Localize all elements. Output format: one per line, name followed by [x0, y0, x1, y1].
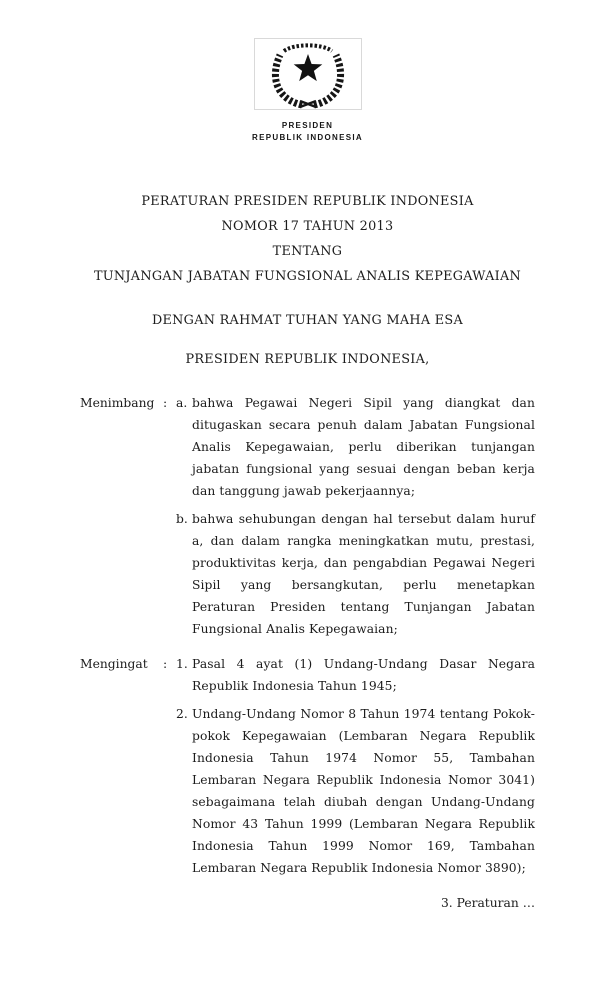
- page-catchword: 3. Peraturan …: [440, 896, 535, 910]
- menimbang-label: Menimbang: [80, 396, 155, 410]
- authority-line: PRESIDEN REPUBLIK INDONESIA,: [185, 352, 430, 367]
- tentang-label: TENTANG: [272, 244, 343, 259]
- item-marker: a.: [176, 396, 188, 410]
- letterhead-republik-indonesia: REPUBLIK INDONESIA: [252, 133, 363, 142]
- item-text: bahwa sehubungan dengan hal tersebut dalam huruf a, dan dalam rangka meningkatkan mutu, prestasi, produktivitas kerja, dan pengabdian Pegawai Negeri Sipil yang bersangkutan, perlu menetapkan Peraturan Presiden tentang Tunjangan Jabatan Fungsional Analis Kepegawaian;: [192, 512, 535, 636]
- regulation-title: PERATURAN PRESIDEN REPUBLIK INDONESIA: [141, 194, 474, 209]
- document-body: [80, 392, 535, 914]
- item-marker: 1.: [176, 657, 188, 671]
- letterhead-presiden: PRESIDEN: [281, 121, 334, 130]
- legal-basis-item: [176, 653, 535, 697]
- item-text: Undang-Undang Nomor 8 Tahun 1974 tentang Pokok-pokok Kepegawaian (Lembaran Negara Republik Indonesia Tahun 1974 Nomor 55, Tambahan Lembaran Negara Republik Indonesia Nomor 3041) sebagaimana telah diubah dengan Undang-Undang Nomor 43 Tahun 1999 (Lembaran Negara Republik Indonesia Tahun 1999 Nomor 169, Tambahan Lembaran Negara Republik Indonesia Nomor 3890);: [192, 707, 535, 875]
- legal-basis-item: [176, 703, 535, 879]
- consideration-item: [176, 392, 535, 502]
- mengingat-items: [176, 653, 535, 879]
- seal-frame: [254, 38, 362, 110]
- menimbang-items: [176, 392, 535, 640]
- regulation-subject: TUNJANGAN JABATAN FUNGSIONAL ANALIS KEPEGAWAIAN: [93, 269, 522, 284]
- consideration-item: [176, 508, 535, 640]
- item-text: Pasal 4 ayat (1) Undang-Undang Dasar Negara Republik Indonesia Tahun 1945;: [192, 657, 535, 693]
- item-text: bahwa Pegawai Negeri Sipil yang diangkat dan ditugaskan secara penuh dalam Jabatan Fungsional Analis Kepegawaian, perlu diberikan tunjangan jabatan fungsional yang sesuai dengan beban kerja dan tanggung jawab pekerjaannya;: [192, 396, 535, 498]
- invocation-line: DENGAN RAHMAT TUHAN YANG MAHA ESA: [151, 313, 464, 328]
- item-marker: b.: [176, 512, 188, 526]
- menimbang-colon: :: [163, 396, 168, 410]
- title-block: [80, 189, 535, 372]
- mengingat-colon: :: [163, 657, 168, 671]
- regulation-number: NOMOR 17 TAHUN 2013: [221, 219, 394, 234]
- mengingat-section: [80, 653, 535, 879]
- letterhead: [80, 38, 535, 142]
- presidential-seal-icon: [256, 39, 360, 109]
- menimbang-section: [80, 392, 535, 640]
- mengingat-label: Mengingat: [80, 657, 148, 671]
- item-marker: 2.: [176, 707, 188, 721]
